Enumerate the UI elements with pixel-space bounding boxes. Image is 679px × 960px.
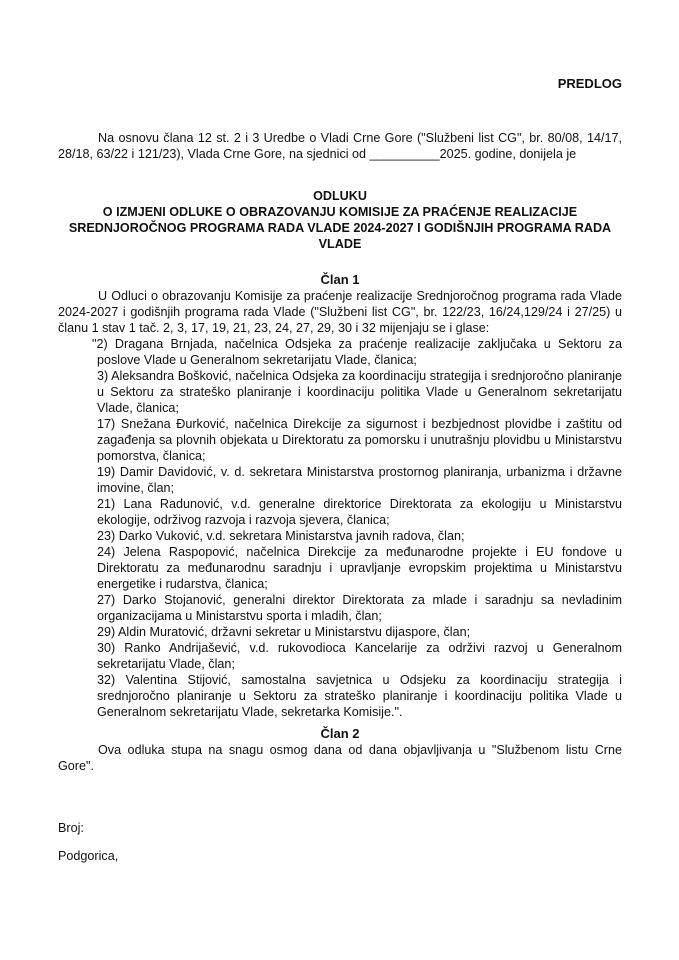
list-item: 17) Snežana Đurković, načelnica Direkcije za sigurnost i bezbjednost plovidbe i zaštitu od zagađenja sa plovnih objekata u Direktoratu za pomorsku i unutrašnju plovidbu u Ministarstvu pomorstva, članica;: [97, 417, 622, 463]
member-list: [58, 336, 622, 720]
decision-title: [58, 188, 622, 252]
list-item: 3) Aleksandra Bošković, načelnica Odsjeka za koordinaciju strategija i srednjoročno planiranje u Sektoru za strateško planiranje i koordinaciju politika Vlade u Generalnom sekretarijatu Vlade, članica;: [97, 369, 622, 415]
list-item: 21) Lana Radunović, v.d. generalne direktorice Direktorata za ekologiju u Ministarstvu ekologije, održivog razvoja i razvoja sjevera, članica;: [97, 497, 622, 527]
list-item: 29) Aldin Muratović, državni sekretar u Ministarstvu dijaspore, član;: [97, 625, 471, 639]
article-text: U Odluci o obrazovanju Komisije za praćenje realizacije Srednjoročnog programa rada Vlade 2024-2027 i godišnjih programa rada Vlade ("Službeni list CG", br. 122/23, 16/24,129/24 i 27/25) u članu 1 stav 1 tač. 2, 3, 17, 19, 21, 23, 24, 27, 29, 30 i 32 mijenjaju se i glase:: [58, 289, 622, 335]
list-item: 27) Darko Stojanović, generalni direktor Direktorata za mlade i saradnju sa nevladinim organizacijama u Ministarstvu sporta i mladih, član;: [97, 593, 622, 623]
preamble: Na osnovu člana 12 st. 2 i 3 Uredbe o Vladi Crne Gore ("Službeni list CG", br. 80/08, 14/17, 28/18, 63/22 i 121/23), Vlada Crne Gore, na sjednici od __________2025. godine, donijela je: [58, 131, 622, 161]
article-text: Ova odluka stupa na snagu osmog dana od dana objavljivanja u "Službenom listu Crne Gore".: [58, 743, 622, 773]
article-heading: Član 2: [320, 726, 360, 741]
place-label: Podgorica,: [58, 849, 119, 863]
article-1: [58, 272, 622, 774]
list-item: 23) Darko Vuković, v.d. sekretara Ministarstva javnih radova, član;: [97, 529, 465, 543]
title-line: ODLUKU: [313, 189, 367, 203]
list-item: "2) Dragana Brnjada, načelnica Odsjeka za praćenje realizacije zaključaka u Sektoru za poslove Vlade u Generalnom sekretarijatu Vlade, članica;: [92, 337, 622, 367]
list-item: 32) Valentina Stijović, samostalna savjetnica u Odsjeku za koordinaciju strategija i srednjoročno planiranje u Sektoru za strateško planiranje i koordinaciju politika Vlade u Generalnom sekretarijatu Vlade, sekretarka Komisije.".: [97, 673, 622, 719]
list-item: 30) Ranko Andrijašević, v.d. rukovodioca Kancelarije za održivi razvoj u Generalnom sekretarijatu Vlade, član;: [97, 641, 622, 671]
proposal-label: PREDLOG: [557, 76, 622, 91]
article-2: [58, 726, 622, 774]
article-heading: Član 1: [320, 272, 360, 287]
list-item: 24) Jelena Raspopović, načelnica Direkcije za međunarodne projekte i EU fondove u Direktoratu za međunarodnu saradnju i upravljanje evropskim projektima u Ministarstvu energetike i rudarstva, članica;: [97, 545, 622, 591]
title-subject: O IZMJENI ODLUKE O OBRAZOVANJU KOMISIJE ZA PRAĆENJE REALIZACIJE SREDNJOROČNOG PROGRAMA RADA VLADE 2024-2027 I GODIŠNJIH PROGRAMA RADA VLADE: [68, 205, 612, 251]
list-item: 19) Damir Davidović, v. d. sekretara Ministarstva prostornog planiranja, urbanizma i državne imovine, član;: [97, 465, 622, 495]
number-label: Broj:: [58, 821, 84, 835]
